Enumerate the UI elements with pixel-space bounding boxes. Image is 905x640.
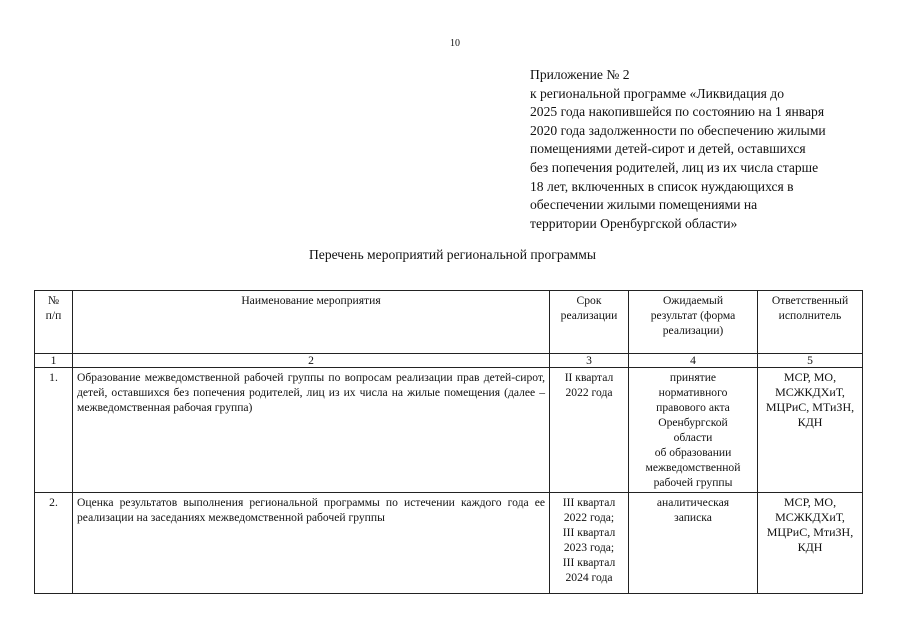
event-name: Оценка результатов выполнения региональной программы по истечении каждого года ее реализации на заседаниях межведомственной рабочей группы — [73, 493, 550, 594]
column-number: 5 — [758, 354, 863, 368]
appendix-line: 2025 года накопившейся по состоянию на 1 января — [530, 104, 825, 120]
table-row — [35, 493, 863, 594]
header-result: Ожидаемый результат (форма реализации) — [629, 291, 758, 354]
event-result: аналитическая записка — [629, 493, 758, 594]
event-result: принятие нормативного правового акта Оренбургской области об образовании межведомственной рабочей группы — [629, 368, 758, 493]
appendix-line: без попечения родителей, лиц из их числа старше — [530, 159, 819, 175]
row-number: 1. — [35, 368, 73, 493]
table-header-row — [35, 291, 863, 354]
column-number: 2 — [73, 354, 550, 368]
table-row — [35, 368, 863, 493]
appendix-line: 2020 года задолженности по обеспечению жилыми — [530, 122, 826, 138]
column-number-row — [35, 354, 863, 368]
appendix-line: к региональной программе «Ликвидация до — [530, 85, 785, 101]
event-term: III квартал 2022 года; III квартал 2023 года; III квартал 2024 года — [550, 493, 629, 594]
event-executor: МСР, МО, МСЖКДХиТ, МЦРиС, МТиЗН, КДН — [758, 368, 863, 493]
event-name: Образование межведомственной рабочей группы по вопросам реализации прав детей-сирот, детей, оставшихся без попечения родителей, лиц из их числа на жилые помещения (далее – межведомственная рабочая группа) — [73, 368, 550, 493]
header-num: № п/п — [35, 291, 73, 354]
event-term: II квартал 2022 года — [550, 368, 629, 493]
column-number: 1 — [35, 354, 73, 368]
appendix-line: Приложение № 2 — [530, 67, 630, 82]
appendix-line: помещениями детей-сирот и детей, оставшихся — [530, 141, 806, 157]
appendix-note — [530, 66, 875, 233]
event-executor: МСР, МО, МСЖКДХиТ, МЦРиС, МтиЗН, КДН — [758, 493, 863, 594]
header-name: Наименование мероприятия — [73, 291, 550, 354]
appendix-line: 18 лет, включенных в список нуждающихся в — [530, 178, 794, 194]
column-number: 3 — [550, 354, 629, 368]
header-term: Срок реализации — [550, 291, 629, 354]
events-table — [34, 290, 863, 594]
list-title: Перечень мероприятий региональной программы — [308, 247, 597, 262]
header-executor: Ответственный исполнитель — [758, 291, 863, 354]
appendix-line: обеспечении жилыми помещениями на — [530, 197, 758, 213]
page-number: 10 — [450, 38, 460, 49]
row-number: 2. — [35, 493, 73, 594]
appendix-line: территории Оренбургской области» — [530, 215, 738, 231]
column-number: 4 — [629, 354, 758, 368]
